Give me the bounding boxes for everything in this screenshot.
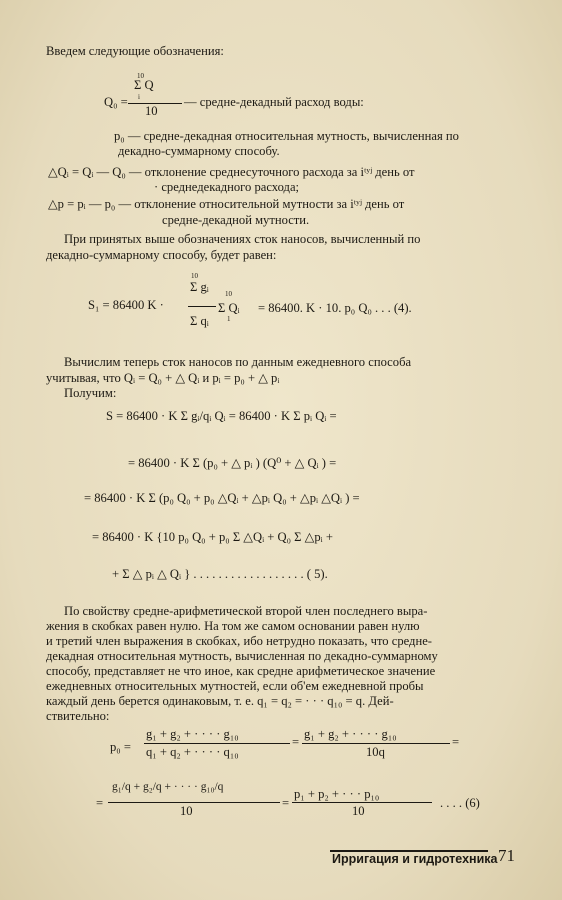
eq6b-bar1: [108, 802, 280, 803]
eq4-numerator: Σ gᵢ: [190, 280, 209, 294]
dq-def-line1: △Qᵢ = Qᵢ — Q₀ — отклонение среднесуточного расхода за iᵗʸʲ день от: [48, 165, 415, 179]
sum-upper-index: 10: [137, 72, 144, 80]
eq5-line2: = 86400 · K Σ (p₀ + △ pᵢ ) (Q⁰ + △ Qᵢ ) =: [128, 456, 337, 470]
eq6a-num2: g₁ + g₂ + · · · · g₁₀: [304, 727, 397, 741]
eq6b-bar2: [292, 802, 432, 803]
eq5-line5: + Σ △ pᵢ △ Qᵢ } . . . . . . . . . . . . . . . . . . ( 5).: [112, 567, 328, 581]
eq6b-num2: p₁ + p₂ + · · · p₁₀: [294, 787, 380, 801]
para3-line8: ствительно:: [46, 709, 110, 723]
para1-line2: декадно-суммарному способу, будет равен:: [46, 248, 277, 262]
eq5-line3: = 86400 · K Σ (p₀ Q₀ + p₀ △Qᵢ + △pᵢ Q₀ + △pᵢ △Qᵢ ) =: [84, 491, 360, 505]
eq4-mid-index: 10: [225, 290, 232, 298]
eq5-line1: S = 86400 · K Σ gᵢ/qᵢ Qᵢ = 86400 · K Σ pᵢ Qᵢ =: [106, 409, 337, 423]
para2-line1: Вычислим теперь сток наносов по данным ежедневного способа: [64, 355, 412, 369]
para3-line1: По свойству средне-арифметической второй член последнего выра-: [64, 604, 428, 618]
journal-name: Ирригация и гидротехника: [332, 852, 498, 866]
para3-line7: каждый день берется одинаковым, т. е. q₁ = q₂ = · · · q₁₀ = q. Дей-: [46, 694, 394, 708]
q0-description: — средне-декадный расход воды:: [184, 95, 364, 109]
eq6a-eq: =: [292, 735, 300, 749]
dq-def-line2: · среднедекадного расхода;: [154, 180, 300, 194]
eq6a-den1: q₁ + q₂ + · · · · q₁₀: [146, 745, 239, 759]
eq6a-num1: g₁ + g₂ + · · · · g₁₀: [146, 727, 239, 741]
intro-text: Введем следующие обозначения:: [46, 44, 224, 58]
page-number: 71: [498, 846, 515, 865]
eq4-lhs: S₁ = 86400 K ·: [88, 298, 164, 312]
para3-line2: жения в скобках равен нулю. На том же самом основании равен нулю: [46, 619, 420, 633]
eq6b-den1: 10: [180, 804, 193, 818]
eq6b-tail: . . . . (6): [440, 796, 480, 810]
dp-def-line1: △p = pᵢ — p₀ — отклонение относительной мутности за iᵗʸʲ день от: [48, 197, 405, 211]
eq6b-den2: 10: [352, 804, 365, 818]
eq4-index-top: 10: [191, 272, 198, 280]
eq6b-num1: g₁/q + g₂/q + · · · · g₁₀/q: [112, 781, 224, 793]
para3-line4: декадная относительная мутность, вычисленная по декадно-суммарному: [46, 649, 438, 663]
eq6a-tail: =: [452, 735, 460, 749]
eq4-denominator: Σ qᵢ: [190, 314, 209, 328]
eq4-fraction-bar: [188, 306, 216, 307]
eq6b-eq: =: [96, 796, 104, 810]
para3-line6: ежедневных относительных мутностей, если об'ем ежедневной пробы: [46, 679, 424, 693]
p0-def-line2: декадно-суммарному способу.: [118, 144, 280, 158]
eq6a-lhs: p₀ =: [110, 740, 131, 754]
para3-line5: способу, представляет не что иное, как средне арифметическое значение: [46, 664, 436, 678]
eq6a-bar1: [144, 743, 290, 744]
para1-line1: При принятых выше обозначениях сток наносов, вычисленный по: [64, 232, 421, 246]
p0-def-line1: p₀ — средне-декадная относительная мутность, вычисленная по: [114, 129, 459, 143]
received-text: Получим:: [64, 386, 117, 400]
q0-sum-numerator: Σ Q: [134, 78, 154, 92]
eq4-rhs: = 86400. K · 10. p₀ Q₀ . . . (4).: [258, 301, 412, 315]
eq5-line4: = 86400 · K {10 p₀ Q₀ + p₀ Σ △Qᵢ + Q₀ Σ △pᵢ +: [92, 530, 333, 544]
eq6a-den2: 10q: [366, 745, 385, 759]
para2-line2: учитывая, что Qᵢ = Q₀ + △ Qᵢ и pᵢ = p₀ + △ pᵢ: [46, 371, 280, 385]
eq6a-bar2: [302, 743, 450, 744]
q0-denominator: 10: [145, 104, 158, 118]
sum-lower-index: i: [138, 93, 140, 101]
para3-line3: и третий член выражения в скобках, ибо нетрудно показать, что средне-: [46, 634, 432, 648]
eq4-mid-index-low: 1: [227, 315, 231, 323]
dp-def-line2: средне-декадной мутности.: [162, 213, 310, 227]
eq4-mid-sum: Σ Qᵢ: [218, 301, 240, 315]
eq6b-eq2: =: [282, 796, 290, 810]
q0-lhs: Q₀ =: [104, 95, 128, 109]
